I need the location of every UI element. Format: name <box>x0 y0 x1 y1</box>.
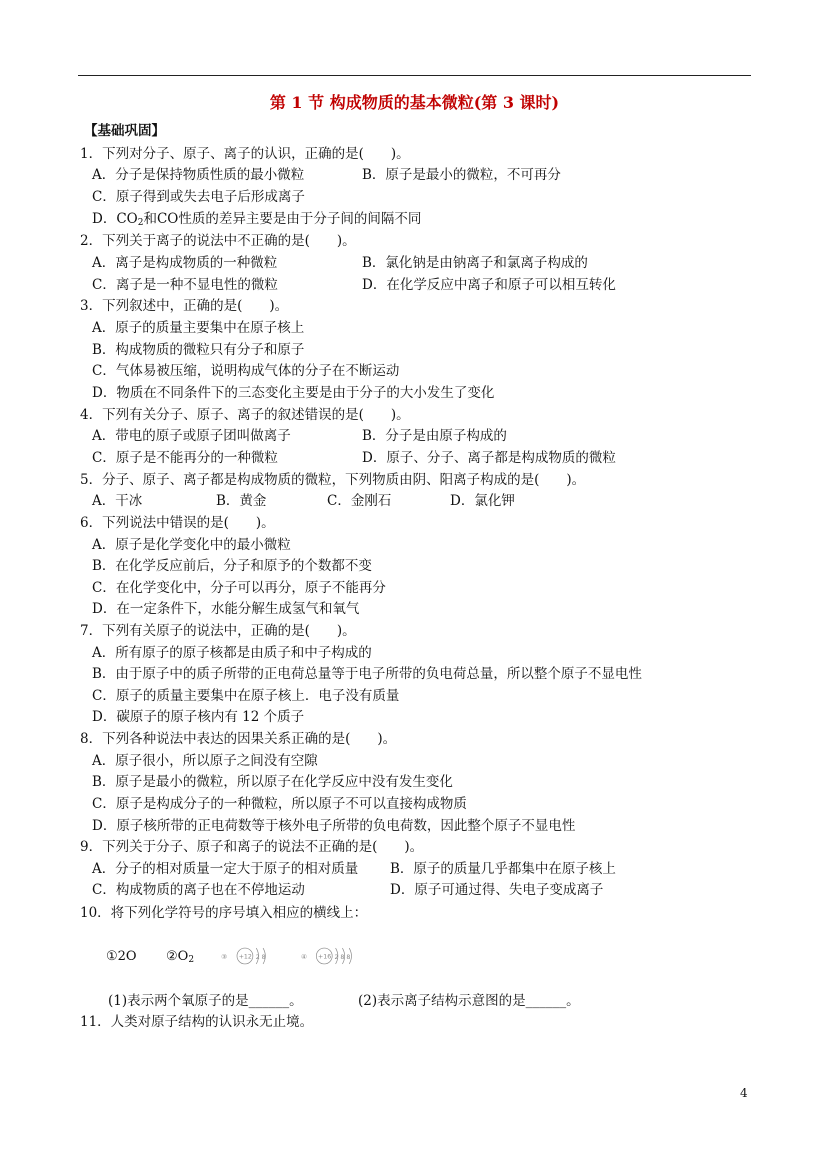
q3-stem: 3．下列叙述中，正确的是( )。 <box>80 298 289 314</box>
q3-option-d: D．物质在不同条件下的三态变化主要是由于分子的大小发生了变化 <box>92 385 495 401</box>
q8-option-c: C．原子是构成分子的一种微粒，所以原子不可以直接构成物质 <box>92 796 467 812</box>
q4-option-d: D．原子、分子、离子都是构成物质的微粒 <box>362 450 616 466</box>
q7-option-d: D．碳原子的原子核内有 12 个质子 <box>92 709 305 725</box>
q6-option-b: B．在化学反应前后，分子和原予的个数都不变 <box>92 558 372 574</box>
q2-option-a: A．离子是构成物质的一种微粒 <box>92 255 278 271</box>
q4-option-c: C．原子是不能再分的一种微粒 <box>92 450 278 466</box>
q6-stem: 6．下列说法中错误的是( )。 <box>80 515 275 531</box>
q7-option-c: C．原子的质量主要集中在原子核上．电子没有质量 <box>92 688 400 704</box>
q5-option-d: D．氯化钾 <box>450 493 515 509</box>
page-number: 4 <box>740 1086 748 1100</box>
q3-option-a: A．原子的质量主要集中在原子核上 <box>92 320 305 336</box>
q1-option-c: C．原子得到或失去电子后形成离子 <box>92 189 305 205</box>
q11-stem: 11．人类对原子结构的认识永无止境。 <box>80 1014 314 1030</box>
symbol-o2-pre: ②O <box>166 949 189 964</box>
ion-structure-diagrams <box>220 936 390 976</box>
s-label: ④ <box>301 952 308 961</box>
q1-option-d-pre: D．CO <box>92 211 138 227</box>
mg-shell-electrons: 2 8 <box>255 953 266 961</box>
q2-option-d: D．在化学反应中离子和原子可以相互转化 <box>362 277 616 293</box>
q4-option-a: A．带电的原子或原子团叫做离子 <box>92 428 291 444</box>
symbol-o2 <box>166 948 194 969</box>
q2-option-b: B．氯化钠是由钠离子和氯离子构成的 <box>362 255 588 271</box>
q4-option-b: B．分子是由原子构成的 <box>362 428 507 444</box>
q1-stem: 1．下列对分子、原子、离子的认识，正确的是( )。 <box>80 146 410 162</box>
q1-option-a: A．分子是保持物质性质的最小微粒 <box>92 167 305 183</box>
q9-option-c: C．构成物质的离子也在不停地运动 <box>92 882 305 898</box>
q9-stem: 9．下列关于分子、原子和离子的说法不正确的是( )。 <box>80 839 424 855</box>
q7-option-b: B．由于原子中的质子所带的正电荷总量等于电子所带的负电荷总量，所以整个原子不显电性 <box>92 666 642 682</box>
q6-option-d: D．在一定条件下，水能分解生成氢气和氧气 <box>92 601 360 617</box>
q3-option-b: B．构成物质的微粒只有分子和原子 <box>92 342 305 358</box>
q10-stem: 10．将下列化学符号的序号填入相应的横线上： <box>80 905 368 921</box>
q2-option-c: C．离子是一种不显电性的微粒 <box>92 277 278 293</box>
s-nucleus-charge: +16 <box>318 953 332 961</box>
q6-option-a: A．原子是化学变化中的最小微粒 <box>92 537 291 553</box>
s-shell-electrons: 2 8 8 <box>334 953 351 961</box>
q9-option-b: B．原子的质量几乎都集中在原子核上 <box>390 861 616 877</box>
symbol-2o: ①2O <box>106 949 137 964</box>
q7-stem: 7．下列有关原子的说法中，正确的是( )。 <box>80 623 356 639</box>
q8-option-d: D．原子核所带的正电荷数等于核外电子所带的负电荷数，因此整个原子不显电性 <box>92 818 576 834</box>
q3-option-c: C．气体易被压缩，说明构成气体的分子在不断运动 <box>92 363 400 379</box>
q9-option-a: A．分子的相对质量一定大于原子的相对质量 <box>92 861 359 877</box>
q6-option-c: C．在化学变化中，分子可以再分，原子不能再分 <box>92 580 386 596</box>
q8-option-b: B．原子是最小的微粒，所以原子在化学反应中没有发生变化 <box>92 774 453 790</box>
q1-option-d-sub: 2 <box>137 218 144 228</box>
q9-option-d: D．原子可通过得、失电子变成离子 <box>390 882 604 898</box>
q8-stem: 8．下列各种说法中表达的因果关系正确的是( )。 <box>80 731 397 747</box>
q5-option-b: B．黄金 <box>216 493 267 509</box>
q7-option-a: A．所有原子的原子核都是由质子和中子构成的 <box>92 645 372 661</box>
q5-stem: 5．分子、原子、离子都是构成物质的微粒，下列物质由阴、阳离子构成的是( )。 <box>80 472 586 488</box>
q1-option-b: B．原子是最小的微粒，不可再分 <box>362 167 561 183</box>
mg-label: ③ <box>221 952 228 961</box>
q8-option-a: A．原子很小，所以原子之间没有空隙 <box>92 753 318 769</box>
q4-stem: 4．下列有关分子、原子、离子的叙述错误的是( )。 <box>80 407 410 423</box>
symbol-o2-sub: 2 <box>188 955 195 965</box>
q5-option-a: A．干冰 <box>92 493 143 509</box>
header-rule <box>78 75 751 76</box>
q2-stem: 2．下列关于离子的说法中不正确的是( )。 <box>80 233 356 249</box>
q10-blank-1: (1)表示两个氧原子的是______。 <box>108 993 303 1009</box>
q1-option-d-post: 和CO性质的差异主要是由于分子间的间隔不同 <box>143 211 422 227</box>
q10-blank-2: (2)表示离子结构示意图的是______。 <box>358 993 580 1009</box>
mg-nucleus-charge: +12 <box>238 953 252 961</box>
page-title: 第 1 节 构成物质的基本微粒(第 3 课时) <box>269 93 560 112</box>
q5-option-c: C．金刚石 <box>327 493 392 509</box>
q1-option-d <box>92 210 421 232</box>
section-heading: 【基础巩固】 <box>84 123 165 139</box>
